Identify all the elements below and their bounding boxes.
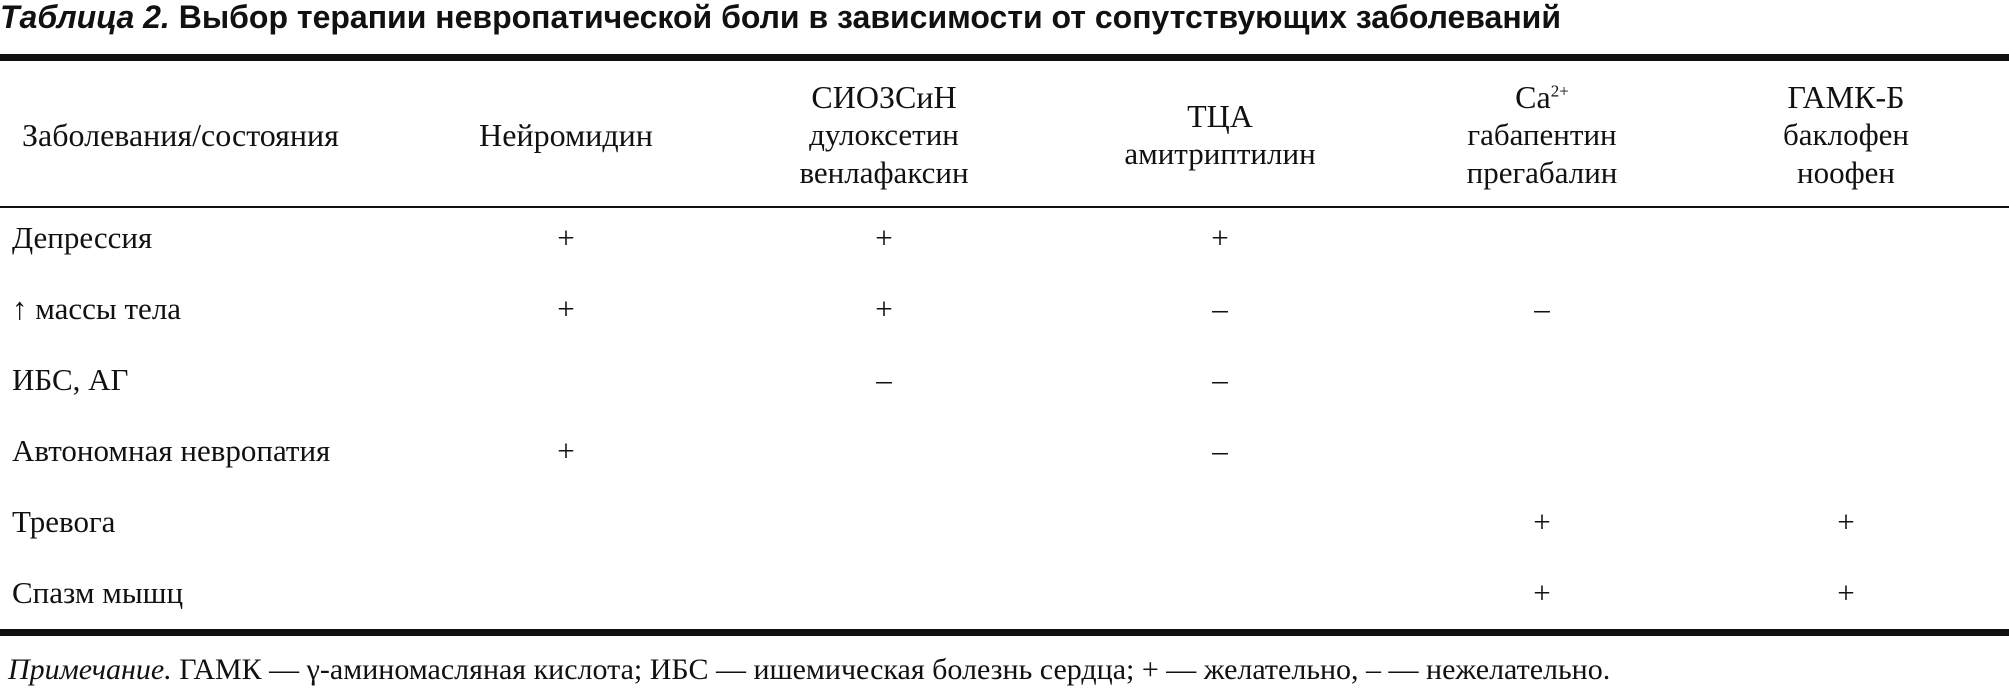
table-row — [0, 486, 2009, 557]
tca-cell: – — [1212, 291, 1228, 326]
table-row — [0, 344, 2009, 415]
ssnri-cell: + — [875, 291, 893, 326]
tca-cell — [1056, 557, 1384, 628]
ssnri-cell — [712, 557, 1056, 628]
table-row — [0, 557, 2009, 628]
condition-cell: Тревога — [12, 504, 116, 539]
tca-cell — [1056, 486, 1384, 557]
neuromidin-cell — [420, 486, 712, 557]
gaba-b-cell: + — [1837, 504, 1855, 539]
ca-ligands-cell — [1384, 202, 1700, 273]
condition-cell: ИБС, АГ — [12, 362, 129, 397]
ssnri-cell — [712, 415, 1056, 486]
gaba-b-cell: + — [1837, 575, 1855, 610]
header-ca-ligands: $Ca^{2+}$ габапентин прегабалин — [1466, 78, 1618, 190]
tca-cell: – — [1212, 362, 1228, 397]
neuromidin-cell: + — [557, 433, 575, 468]
header-ssnri: СИОЗСиН дулоксетин венлафаксин — [799, 78, 969, 190]
table-row — [0, 415, 2009, 486]
tca-cell: – — [1212, 433, 1228, 468]
ssnri-cell — [712, 486, 1056, 557]
neuromidin-cell — [420, 557, 712, 628]
gaba-b-cell — [1700, 344, 1992, 415]
tca-cell: + — [1211, 220, 1229, 255]
ca-ligands-cell: – — [1534, 291, 1550, 326]
header-tca: ТЦА амитриптилин — [1124, 97, 1316, 171]
caption-label: Таблица 2. — [0, 0, 170, 35]
condition-cell: Автономная невропатия — [12, 433, 331, 468]
ca-ligands-cell — [1384, 415, 1700, 486]
table-header-row — [0, 63, 2009, 206]
table-top-rule — [0, 54, 2009, 61]
note-text: ГАМК — γ-аминомасляная кислота; ИБС — ишемическая болезнь сердца; + — желательно, – — нежелательно. — [179, 653, 1611, 686]
ca-ligands-cell: + — [1533, 575, 1551, 610]
neuromidin-cell: + — [557, 220, 575, 255]
table-row — [0, 202, 2009, 273]
gaba-b-cell — [1700, 415, 1992, 486]
gaba-b-cell — [1700, 273, 1992, 344]
caption-text: Выбор терапии невропатической боли в зависимости от сопутствующих заболеваний — [178, 0, 1562, 35]
gaba-b-cell — [1700, 202, 1992, 273]
condition-cell: Спазм мышц — [12, 575, 184, 610]
condition-cell: Депрессия — [12, 220, 153, 255]
header-gaba-b: ГАМК-Б баклофен ноофен — [1783, 78, 1909, 190]
header-conditions: Заболевания/состояния — [22, 116, 339, 153]
neuromidin-cell — [420, 344, 712, 415]
table-caption — [0, 0, 2009, 44]
ssnri-cell: – — [876, 362, 892, 397]
table-bottom-rule — [0, 629, 2009, 636]
ca-ligands-cell — [1384, 344, 1700, 415]
neuromidin-cell: + — [557, 291, 575, 326]
table-note — [8, 652, 1610, 688]
header-neuromidin: Нейромидин — [479, 116, 653, 153]
condition-cell: ↑ массы тела — [12, 291, 182, 326]
ca-ligands-cell: + — [1533, 504, 1551, 539]
ssnri-cell: + — [875, 220, 893, 255]
note-label: Примечание. — [8, 653, 172, 686]
table-row — [0, 273, 2009, 344]
